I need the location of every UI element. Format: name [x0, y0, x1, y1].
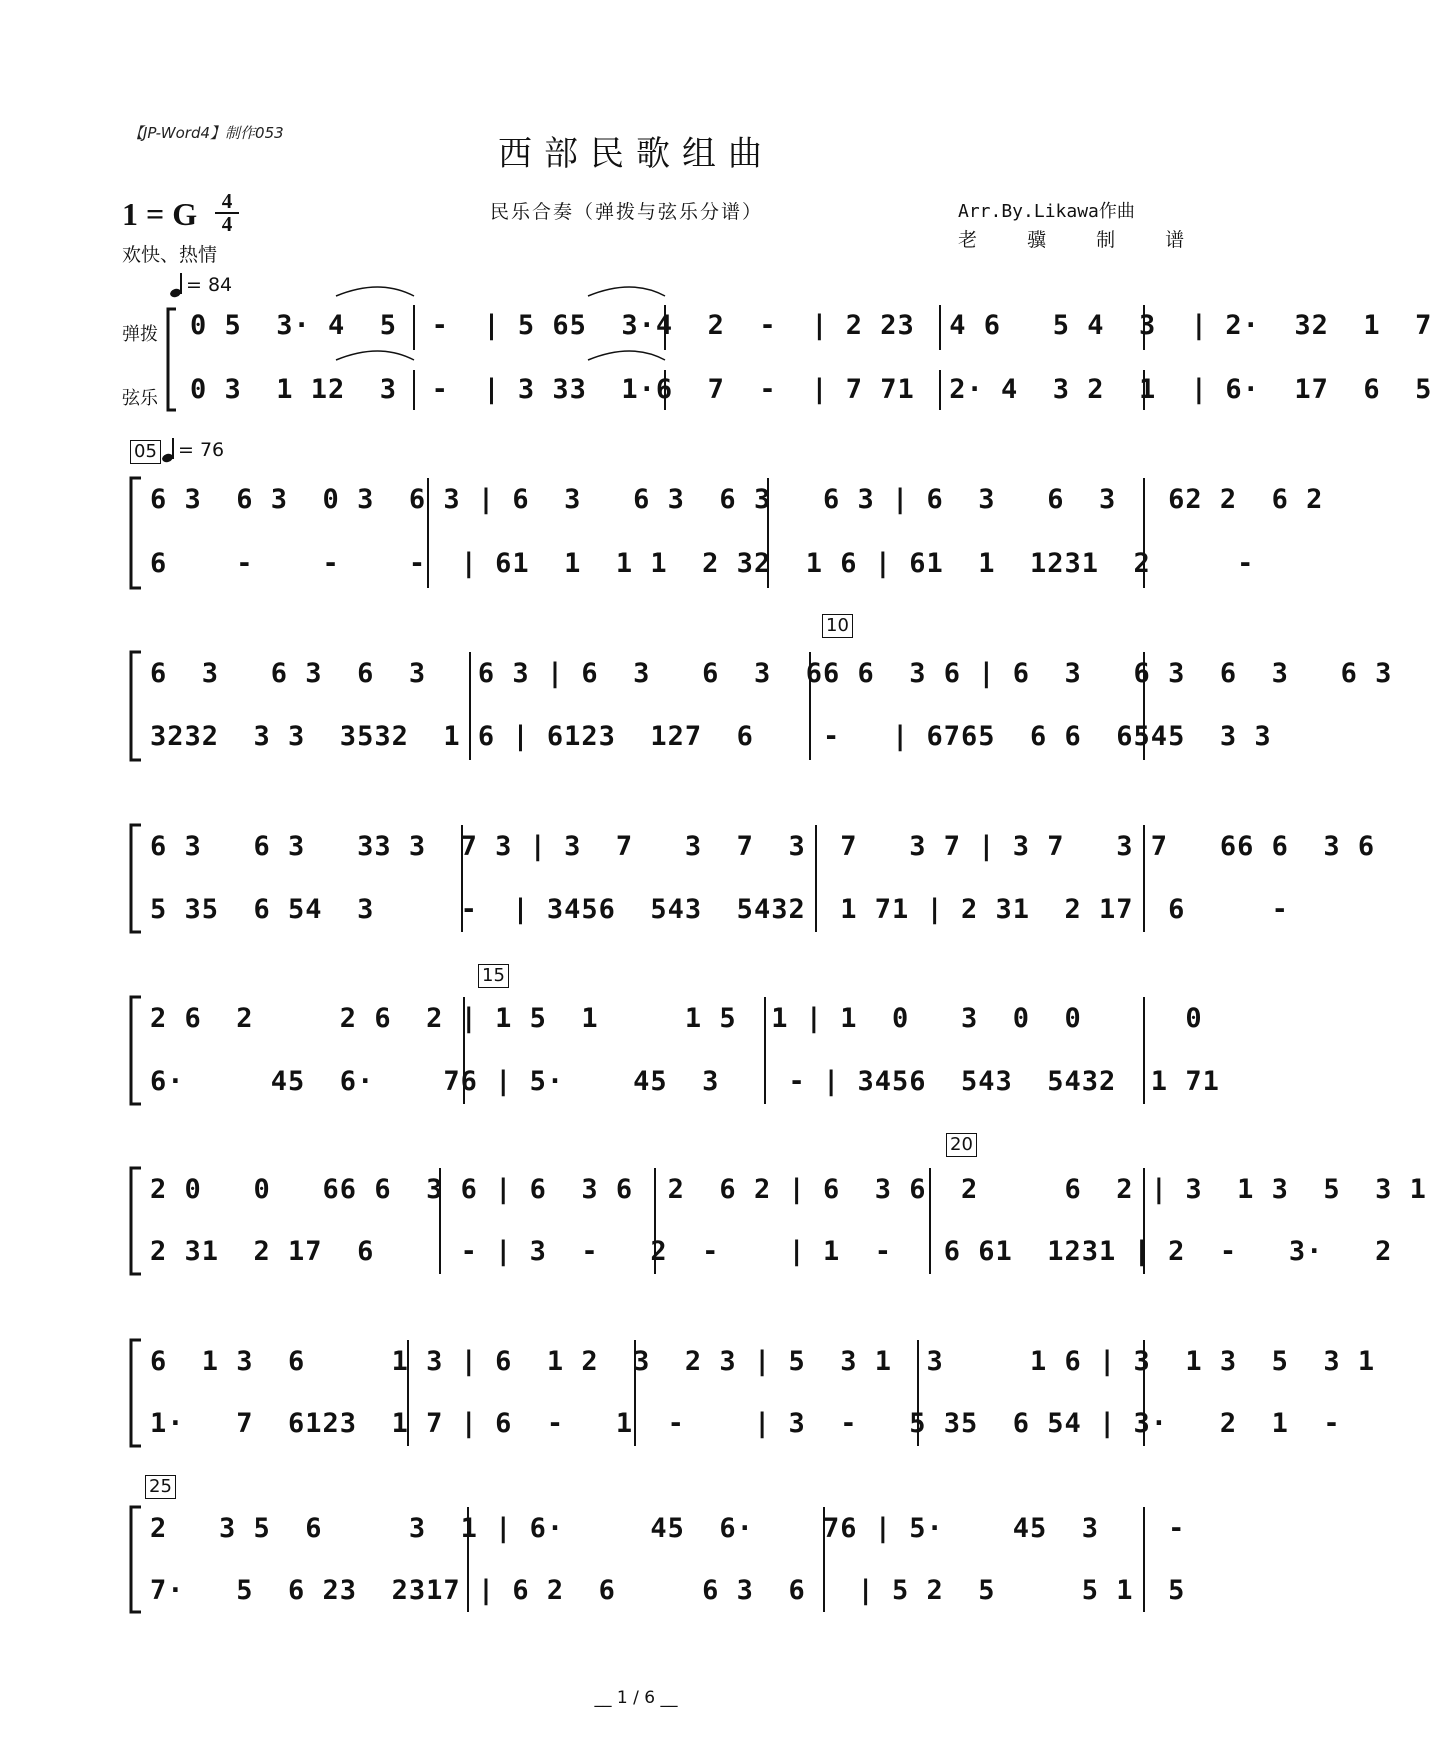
system-2-lower: 6 - - - | 61 1 1 1 2 32 1 6 | 61 1 1231 2 - [150, 548, 1255, 579]
system-5-upper: 2 6 2 2 6 2 | 1 5 1 1 5 1 | 1 0 3 0 0 0 [150, 1003, 1203, 1034]
system-4-upper: 6 3 6 3 33 3 7 3 | 3 7 3 7 3 7 3 7 | 3 7 3 7 66 6 3 6 [150, 831, 1376, 862]
system-1-lower: 0 3 1 12 3 - | 3 33 1·6 7 - | 7 71 2· 4 3 2 1 | 6· 17 6 5 [190, 374, 1432, 405]
system-4-lower: 5 35 6 54 3 - | 3456 543 5432 1 71 | 2 31 2 17 6 - [150, 894, 1289, 925]
tempo-value: = 84 [186, 274, 233, 296]
system-2-upper: 6 3 6 3 0 3 6 3 | 6 3 6 3 6 3 6 3 | 6 3 6 3 62 2 6 2 [150, 484, 1324, 515]
time-signature-bottom: 4 [221, 212, 233, 236]
score-subtitle: 民乐合奏（弹拨与弦乐分谱） [490, 201, 764, 223]
system-3-lower: 3232 3 3 3532 1 6 | 6123 127 6 - | 6765 6 6 6545 3 3 [150, 721, 1272, 752]
instrument-label-strings: 弦乐 [122, 388, 158, 409]
arranger-credit: Arr.By.Likawa作曲 [958, 201, 1135, 222]
system-1-upper: 0 5 3· 4 5 - | 5 65 3·4 2 - | 2 23 4 6 5 4 3 | 2· 32 1 7 [190, 310, 1432, 341]
rehearsal-mark-25: 25 [145, 1475, 176, 1499]
engraver-credit: 老 骥 制 谱 [958, 229, 1207, 251]
expression-marking: 欢快、热情 [122, 244, 218, 266]
page-number: __ 1 / 6 __ [594, 1688, 678, 1708]
system-8-lower: 7· 5 6 23 2317 | 6 2 6 6 3 6 | 5 2 5 5 1 5 [150, 1575, 1186, 1606]
system-3-upper: 6 3 6 3 6 3 6 3 | 6 3 6 3 66 6 3 6 | 6 3 6 3 6 3 6 3 [150, 658, 1393, 689]
watermark: 【JP-Word4】制作053 [128, 124, 284, 142]
system-6-upper: 2 0 0 66 6 3 6 | 6 3 6 2 6 2 | 6 3 6 2 6 2 | 3 1 3 5 3 1 [150, 1174, 1427, 1205]
key-signature: 1 = G [122, 196, 198, 232]
score-title: 西部民歌组曲 [498, 134, 774, 174]
rehearsal-mark-15: 15 [478, 964, 509, 988]
rehearsal-mark-05: 05 [130, 440, 161, 464]
system-7-lower: 1· 7 6123 1 7 | 6 - 1 - | 3 - 5 35 6 54 | 3· 2 1 - [150, 1408, 1341, 1439]
rehearsal-mark-20: 20 [946, 1133, 977, 1157]
time-signature-top: 4 [221, 189, 233, 213]
system-7-upper: 6 1 3 6 1 3 | 6 1 2 3 2 3 | 5 3 1 3 1 6 | 3 1 3 5 3 1 [150, 1346, 1376, 1377]
system-6-lower: 2 31 2 17 6 - | 3 - 2 - | 1 - 6 61 1231 | 2 - 3· 2 [150, 1236, 1393, 1267]
tempo-value: = 76 [178, 439, 225, 461]
rehearsal-mark-10: 10 [822, 614, 853, 638]
system-5-lower: 6· 45 6· 76 | 5· 45 3 - | 3456 543 5432 1 71 [150, 1066, 1220, 1097]
system-8-upper: 2 3 5 6 3 1 | 6· 45 6· 76 | 5· 45 3 - [150, 1513, 1186, 1544]
instrument-label-plucked: 弹拨 [122, 324, 158, 345]
